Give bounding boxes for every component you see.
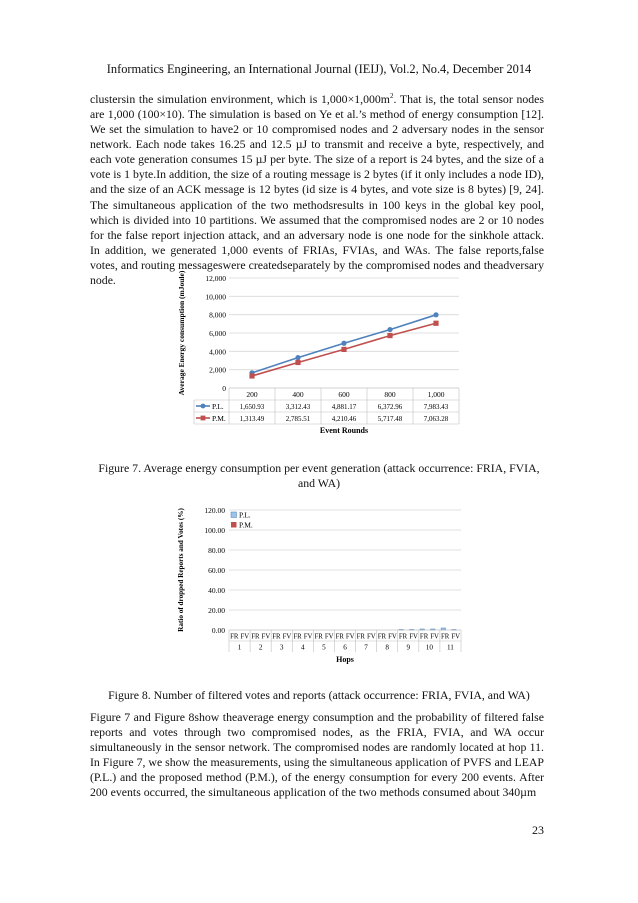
fig8-subcategory-label: FV xyxy=(282,633,292,641)
fig8-subcategory-label: FR xyxy=(419,633,429,641)
fig7-ytick-label: 2,000 xyxy=(209,365,226,375)
fig8-subcategory-label: FV xyxy=(240,633,250,641)
fig7-data-label: 3,312.43 xyxy=(285,403,311,411)
fig7-data-label: 4,210.46 xyxy=(331,415,357,423)
fig7-xtick-label: 1,000 xyxy=(427,390,445,399)
fig8-hop-label: 9 xyxy=(406,643,411,652)
fig8-subcategory-label: FV xyxy=(345,633,355,641)
fig7-ytick-label: 12,000 xyxy=(205,274,226,283)
fig8-subcategory-label: FR xyxy=(441,633,450,641)
fig8-hop-label: 7 xyxy=(364,643,368,652)
fig7-y-axis-title: Average Energy consumption (mJoule) xyxy=(177,270,186,396)
fig7-xtick-label: 600 xyxy=(338,390,350,399)
fig7-point-pm xyxy=(433,321,438,326)
fig7-point-pl xyxy=(341,341,346,346)
fig7-point-pm xyxy=(341,347,346,352)
superscript: 2 xyxy=(389,92,394,100)
fig8-legend-label: P.L. xyxy=(239,510,251,520)
fig7-xtick-label: 400 xyxy=(292,390,304,399)
fig8-ytick-label: 0.00 xyxy=(211,626,225,635)
fig7-point-pm xyxy=(387,333,392,338)
fig8-subcategory-label: FR xyxy=(293,633,302,641)
fig8-hop-label: 1 xyxy=(237,643,242,652)
fig8-hop-label: 6 xyxy=(343,643,347,652)
fig8-ytick-label: 120.00 xyxy=(204,506,225,515)
fig7-point-pl xyxy=(387,327,392,332)
fig8-subcategory-label: FV xyxy=(261,633,271,641)
fig8-hop-label: 2 xyxy=(258,643,263,652)
fig8-hop-label: 8 xyxy=(385,643,389,652)
fig7-x-axis-title: Event Rounds xyxy=(319,426,369,435)
running-header: Informatics Engineering, an International Journal (IEIJ), Vol.2, No.4, December 2014 xyxy=(106,62,532,76)
fig8-hop-label: 10 xyxy=(425,643,433,652)
fig7-legend-label: P.M. xyxy=(212,414,226,423)
fig7-ytick-label: 6,000 xyxy=(209,329,226,338)
body-paragraph-2: Figure 7 and Figure 8show theaverage energy consumption and the probability of filtered false reports and votes through two compromised nodes, as the FRIA, FVIA, and WA occur simultaneously in the sensor network. The compromised nodes are randomly located at hop 11. In Figure 7, we show the measurements, using the simultaneous application of PVFS and LEAP (P.L.) and the proposed method (P.M.), of the energy consumption for every 200 events. After 200 events occurred, the simultaneous application of the two methods consumed about 340µm xyxy=(90,710,544,800)
fig8-subcategory-label: FV xyxy=(303,633,313,641)
fig7-legend-label: P.L. xyxy=(212,402,224,411)
fig8-y-axis-title: Ratio of dropped Reports and Votes (%) xyxy=(177,508,185,632)
fig8-subcategory-label: FV xyxy=(367,633,376,641)
fig7-ytick-label: 10,000 xyxy=(205,292,226,302)
fig7-xtick-label: 200 xyxy=(246,390,258,399)
fig8-subcategory-label: FV xyxy=(388,633,397,641)
fig7-data-label: 5,717.48 xyxy=(377,415,403,423)
fig8-ytick-label: 80.00 xyxy=(208,546,225,555)
fig7-legend-marker xyxy=(201,416,206,421)
fig8-ytick-label: 100.00 xyxy=(204,526,225,535)
fig7-point-pl xyxy=(433,312,438,317)
fig7-data-label: 2,785.51 xyxy=(285,415,311,423)
fig8-subcategory-label: FV xyxy=(409,633,418,641)
fig8-legend-swatch-pl xyxy=(231,512,237,518)
fig8-subcategory-label: FR xyxy=(377,633,387,641)
fig8-hop-label: 3 xyxy=(279,643,284,652)
fig7-ytick-label: 0 xyxy=(222,384,226,393)
fig8-subcategory-label: FR xyxy=(314,633,323,641)
fig7-data-label: 7,063.28 xyxy=(423,415,449,423)
body-paragraph-1 xyxy=(90,89,544,288)
fig8-subcategory-label: FV xyxy=(430,633,439,641)
figure-7-caption: Figure 7. Average energy consumption per event generation (attack occurrence: FRIA, FVIA, and WA) xyxy=(98,461,540,490)
fig7-data-label: 1,313.49 xyxy=(239,415,265,423)
fig8-hop-label: 5 xyxy=(322,643,326,652)
fig8-ytick-label: 20.00 xyxy=(208,606,225,615)
fig8-subcategory-label: FR xyxy=(230,633,239,641)
fig8-ytick-label: 60.00 xyxy=(208,566,225,575)
fig7-data-label: 7,983.43 xyxy=(423,403,449,411)
fig7-data-label: 1,650.93 xyxy=(239,403,265,411)
fig7-xtick-label: 800 xyxy=(384,390,396,399)
fig7-data-label: 4,881.17 xyxy=(331,403,357,411)
fig7-legend-marker xyxy=(201,404,206,409)
fig8-subcategory-label: FV xyxy=(324,633,334,641)
fig8-subcategory-label: FR xyxy=(251,633,260,641)
para1-start: clustersin the simulation environment, which is 1,000×1,000m xyxy=(90,91,390,106)
fig8-legend-label: P.M. xyxy=(239,520,253,530)
figure-8-chart xyxy=(174,503,469,683)
fig8-subcategory-label: FR xyxy=(272,633,281,641)
fig8-subcategory-label: FR xyxy=(356,633,365,641)
fig7-point-pm xyxy=(295,360,300,365)
fig7-point-pm xyxy=(249,373,254,378)
fig7-ytick-label: 4,000 xyxy=(209,347,226,357)
fig8-subcategory-label: FV xyxy=(451,633,461,641)
fig7-point-pl xyxy=(295,355,300,360)
fig7-data-label: 6,372.96 xyxy=(377,403,403,411)
page-number: 23 xyxy=(532,823,544,837)
fig7-ytick-label: 8,000 xyxy=(209,310,226,320)
fig8-subcategory-label: FR xyxy=(335,633,344,641)
fig8-ytick-label: 40.00 xyxy=(208,586,225,595)
fig8-subcategory-label: FR xyxy=(398,633,408,641)
fig8-hop-label: 11 xyxy=(446,643,454,652)
fig8-hop-label: 4 xyxy=(301,643,305,652)
fig8-legend-swatch-pm xyxy=(231,522,237,528)
fig8-x-axis-title: Hops xyxy=(336,655,354,664)
para1-rest: . That is, the total sensor nodes are 1,000 (100×10). The simulation is based on Ye et al.’s method of energy consumption [12]. We set the simulation to have2 or 10 compromised nodes and 2 adversary nodes in the sensor network. Each node takes 16.25 and 12.5 µJ to transmit and receive a byte, respectively, and each vote generation consumes 15 µJ per byte. The size of a report is 24 bytes, and the size of a vote is 1 byte.In addition, the size of a routing message is 2 bytes (if it only includes a node ID), and the size of an ACK message is 12 bytes (id size is 4 bytes, and vote size is 8 bytes) [9, 24]. The simultaneous application of the two methodsresults in 100 keys in the global key pool, which is divided into 10 partitions. We assumed that the compromised nodes are 2 or 10 nodes for the false report injection attack, and an adversary node is one node for the sinkhole attack. In addition, we generated 1,000 events of FRIAs, FVIAs, and WAs. The false reports,false votes, and routing messageswere createdseparately by the compromised nodes and theadversary node. xyxy=(90,91,544,288)
figure-7-chart xyxy=(174,270,464,446)
figure-8-caption: Figure 8. Number of filtered votes and reports (attack occurrence: FRIA, FVIA, and WA) xyxy=(108,688,530,702)
